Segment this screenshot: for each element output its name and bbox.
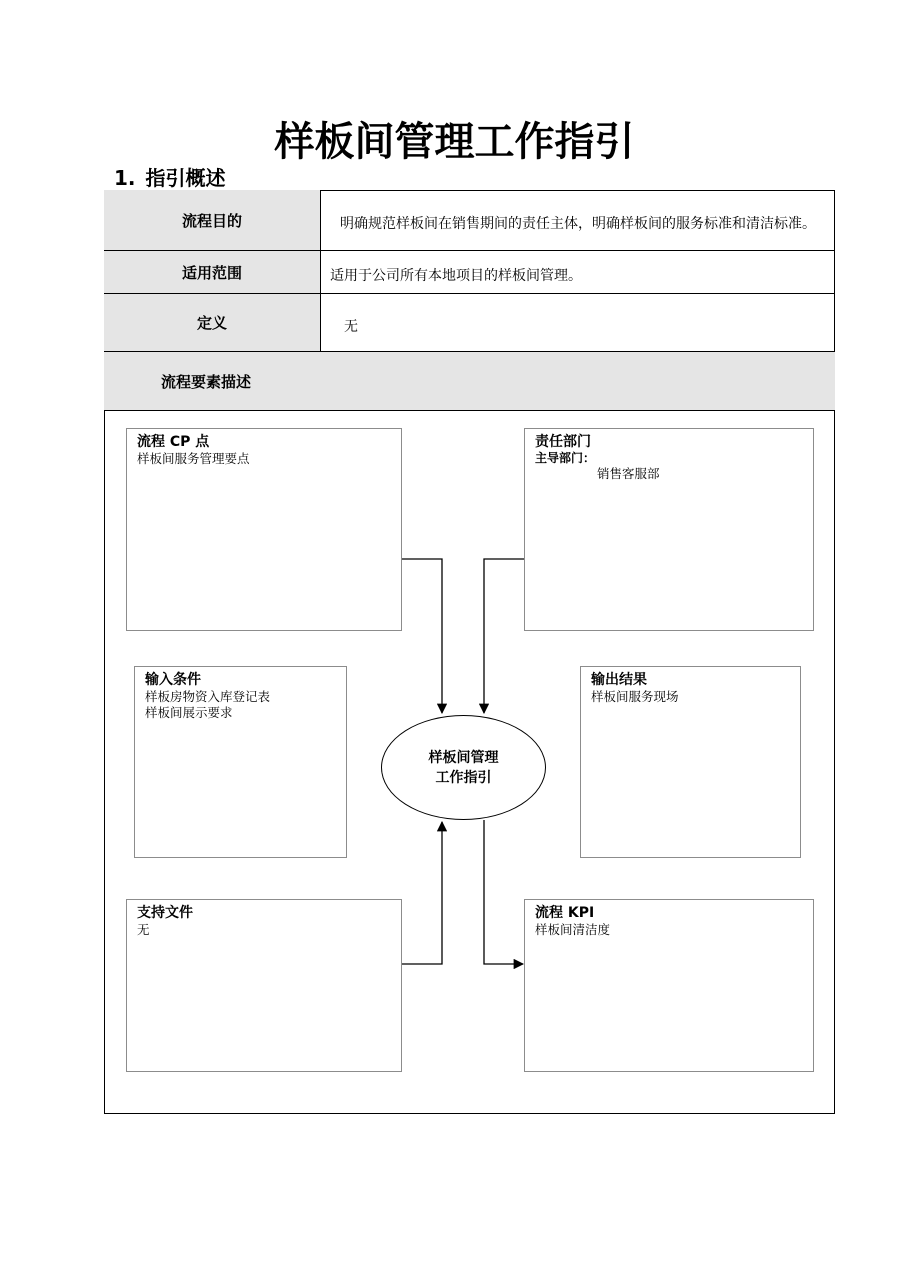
cp-points-box (126, 428, 402, 631)
center-process-ellipse (381, 715, 546, 820)
purpose-row (104, 190, 835, 251)
output-line: 样板间服务现场 (591, 689, 679, 704)
definition-value (321, 294, 835, 351)
responsible-dept-box (524, 428, 814, 631)
output-box (580, 666, 801, 858)
scope-row (104, 251, 835, 294)
cp-points-line: 样板间服务管理要点 (137, 451, 250, 466)
input-line-1: 样板房物资入库登记表 (145, 689, 271, 704)
responsible-dept-subtitle: 主导部门： (535, 451, 596, 465)
purpose-label: 流程目的 (104, 190, 321, 250)
cp-points-title: 流程 CP 点 (137, 434, 210, 450)
kpi-line: 样板间清洁度 (535, 922, 611, 937)
section-number: 1. (114, 166, 136, 190)
center-line-1: 样板间管理 (428, 749, 499, 766)
purpose-text: 明确规范样板间在销售期间的责任主体，明确样板间的服务标准和清洁标准。 (340, 216, 816, 232)
kpi-title: 流程 KPI (535, 905, 595, 921)
kpi-box (524, 899, 814, 1072)
definition-label: 定义 (104, 294, 321, 351)
scope-label: 适用范围 (104, 251, 321, 293)
output-title: 输出结果 (591, 672, 647, 688)
responsible-dept-title: 责任部门 (535, 434, 591, 450)
elements-header: 流程要素描述 (161, 372, 252, 391)
input-line-2: 样板间展示要求 (145, 705, 233, 720)
elements-header-row (104, 352, 835, 411)
center-line-2: 工作指引 (435, 769, 492, 786)
support-docs-line: 无 (137, 922, 150, 937)
purpose-value (321, 190, 835, 250)
section-title: 指引概述 (145, 166, 226, 190)
scope-text: 适用于公司所有本地项目的样板间管理。 (330, 268, 582, 284)
definition-row (104, 294, 835, 352)
input-title: 输入条件 (145, 672, 201, 688)
responsible-dept-line: 销售客服部 (597, 466, 660, 481)
document-title: 样板间管理工作指引 (274, 119, 635, 165)
section-heading (114, 164, 226, 192)
input-box (134, 666, 347, 858)
support-docs-box (126, 899, 402, 1072)
support-docs-title: 支持文件 (137, 905, 193, 921)
definition-text: 无 (344, 318, 358, 335)
scope-value (321, 251, 835, 293)
